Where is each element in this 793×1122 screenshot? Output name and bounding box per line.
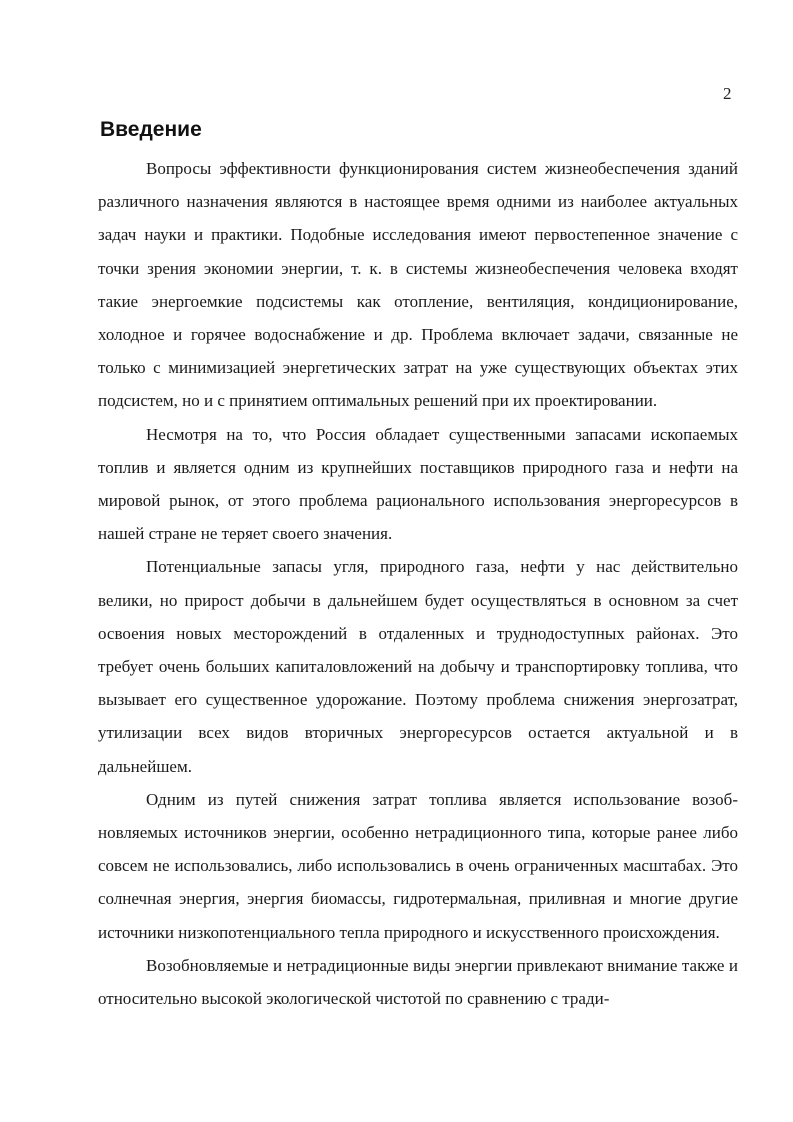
paragraph: Несмотря на то, что Россия обладает существенными запасами ископаемых топлив и является одним из крупнейших поставщиков природного газа и нефти на мировой рынок, от этого проблема рационального использования энергоресурсов в нашей стране не теряет своего значения.: [98, 424, 738, 544]
section-title: Введение: [100, 118, 202, 141]
paragraph: Одним из путей снижения затрат топлива является использование возобновляемых источников энергии, особенно нетрадиционного типа, которые ранее либо совсем не использовались, либо использовались в очень ограниченных масштабах. Это солнечная энергия, энергия биомассы, гидротермальная, приливная и многие другие источники низкопотенциального тепла природного и искусственного происхождения.: [98, 789, 738, 942]
paragraph: Вопросы эффективности функционирования систем жизнеобеспечения зданий различного назначения являются в настоящее время одними из наиболее актуальных задач науки и практики. Подобные исследования имеют первостепенное значение с точки зрения экономии энергии, т. к. в системы жизнеобеспечения человека входят такие энергоемкие подсистемы как отопление, вентиляция, кондиционирование, холодное и горячее водоснабжение и др. Проблема включает задачи, связанные не только с минимизацией энергетических затрат на уже существующих объектах этих подсистем, но и с принятием оптимальных решений при их проектировании.: [98, 159, 738, 411]
body-text: [98, 152, 738, 1015]
paragraph: Возобновляемые и нетрадиционные виды энергии привлекают внимание также и относительно высокой экологической чистотой по сравнению с тради-: [98, 955, 738, 1009]
paragraph: Потенциальные запасы угля, природного газа, нефти у нас действительно велики, но прирост добычи в дальнейшем будет осуществляться в основном за счет освоения новых месторождений в отдаленных и труднодоступных районах. Это требует очень больших капиталовложений на добычу и транспортировку топлива, что вызывает его существенное удорожание. Поэтому проблема снижения энергозатрат, утилизации всех видов вторичных энергоресурсов остается актуальной и в дальнейшем.: [98, 557, 738, 776]
page-number: 2: [723, 84, 732, 103]
